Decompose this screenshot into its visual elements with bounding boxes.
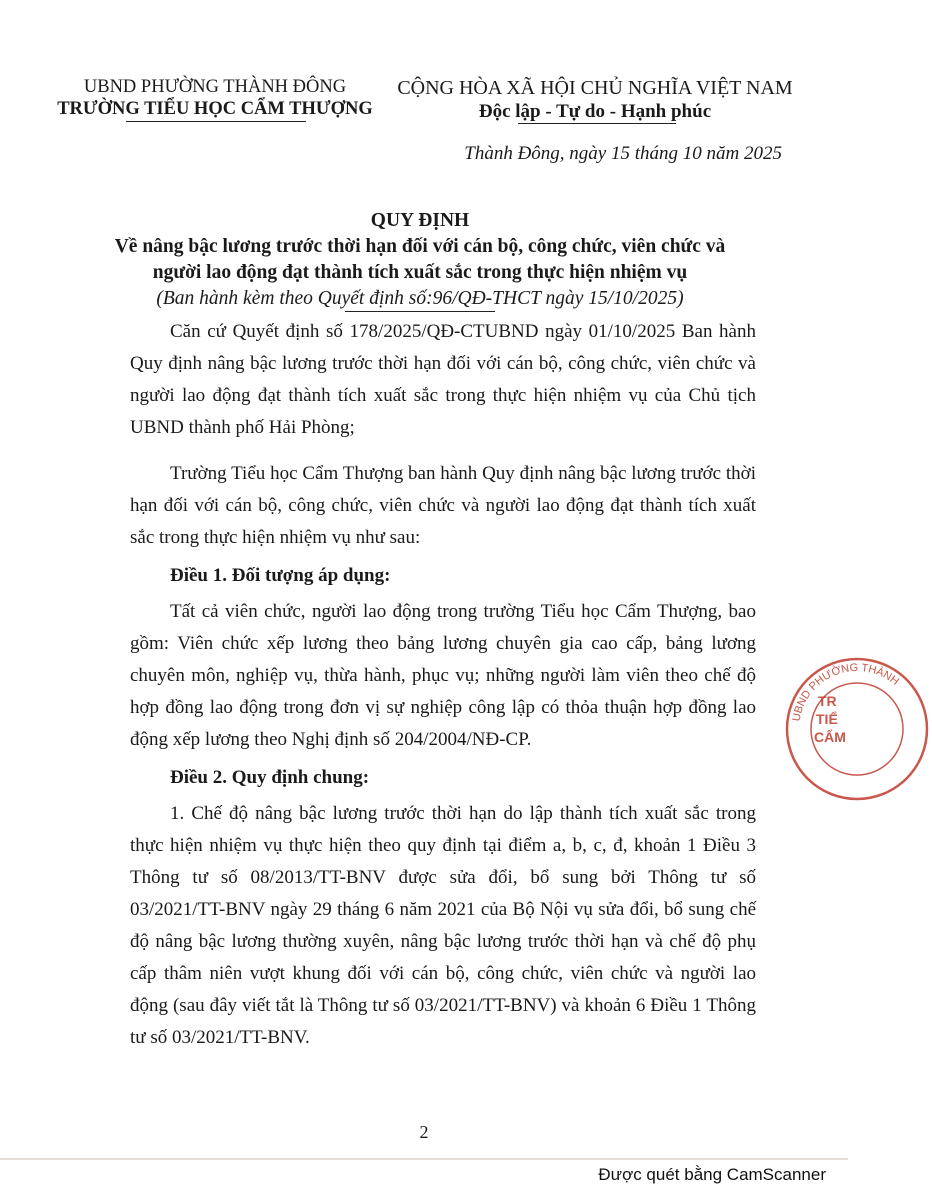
paragraph-legal-basis: Căn cứ Quyết định số 178/2025/QĐ-CTUBND ngày 01/10/2025 Ban hành Quy định nâng bậc lương trước thời hạn đối với cán bộ, công chức, viên chức và người lao động đạt thành tích xuất sắc trong thực hiện nhiệm vụ của Chủ tịch UBND thành phố Hải Phòng; bbox=[130, 321, 756, 438]
document-body bbox=[130, 316, 756, 1054]
org-line-1: UBND PHƯỜNG THÀNH ĐÔNG bbox=[83, 77, 347, 97]
national-motto bbox=[390, 76, 800, 124]
official-seal bbox=[782, 654, 902, 804]
nation-line-1: CỘNG HÒA XÃ HỘI CHỦ NGHĨA VIỆT NAM bbox=[397, 77, 793, 99]
article-1-heading: Điều 1. Đối tượng áp dụng: bbox=[170, 565, 391, 586]
svg-text:CẨM: CẨM bbox=[814, 729, 846, 745]
issuing-organization bbox=[50, 76, 380, 120]
seal-icon bbox=[782, 654, 932, 804]
document-title: QUY ĐỊNH bbox=[370, 210, 470, 231]
nation-line-2: Độc lập - Tự do - Hạnh phúc bbox=[478, 101, 712, 122]
scanner-watermark: Được quét bằng CamScanner bbox=[598, 1165, 826, 1184]
article-1-text: Tất cả viên chức, người lao động trong trường Tiểu học Cẩm Thượng, bao gồm: Viên chức xếp lương theo bảng lương chuyên gia cao cấp, bảng lương chuyên môn, nghiệp vụ, thừa hành, phục vụ; những người làm viên theo chế độ hợp đồng lao động trong đơn vị sự nghiệp công lập có thỏa thuận hợp đồng lao động xếp lương theo Nghị định số 204/2004/NĐ-CP. bbox=[130, 601, 756, 750]
issued-with-decision: (Ban hành kèm theo Quyết định số:96/QĐ-THCT ngày 15/10/2025) bbox=[156, 288, 684, 309]
motto-underline bbox=[518, 123, 676, 124]
org-underline bbox=[126, 121, 306, 122]
svg-text:TIỂ: TIỂ bbox=[816, 711, 838, 727]
document-date: Thành Đông, ngày 15 tháng 10 năm 2025 bbox=[464, 143, 782, 164]
org-line-2: TRƯỜNG TIỂU HỌC CẨM THƯỢNG bbox=[57, 99, 373, 119]
title-subject-line-2: người lao động đạt thành tích xuất sắc trong thực hiện nhiệm vụ bbox=[152, 262, 688, 283]
title-underline bbox=[345, 311, 495, 312]
svg-text:UBND PHƯỜNG THÀNH: UBND PHƯỜNG THÀNH bbox=[790, 661, 902, 723]
article-2-heading: Điều 2. Quy định chung: bbox=[170, 767, 370, 788]
scan-edge-line bbox=[0, 1158, 848, 1160]
svg-text:TR: TR bbox=[818, 693, 837, 709]
title-block bbox=[60, 208, 780, 312]
paragraph-declaration: Trường Tiểu học Cẩm Thượng ban hành Quy định nâng bậc lương trước thời hạn đối với cán bộ, công chức, viên chức và người lao động đạt thành tích xuất sắc trong thực hiện nhiệm vụ như sau: bbox=[130, 463, 756, 548]
page-number: 2 bbox=[419, 1122, 429, 1142]
title-subject-line-1: Về nâng bậc lương trước thời hạn đối với cán bộ, công chức, viên chức và bbox=[114, 236, 726, 257]
article-2-item-1: 1. Chế độ nâng bậc lương trước thời hạn do lập thành tích xuất sắc trong thực hiện nhiệm vụ thực hiện theo quy định tại điểm a, b, c, đ, khoản 1 Điều 3 Thông tư số 08/2013/TT-BNV được sửa đổi, bổ sung bởi Thông tư số 03/2021/TT-BNV ngày 29 tháng 6 năm 2021 của Bộ Nội vụ sửa đổi, bổ sung chế độ nâng bậc lương thường xuyên, nâng bậc lương trước thời hạn và chế độ phụ cấp thâm niên vượt khung đối với cán bộ, công chức, viên chức và người lao động (sau đây viết tắt là Thông tư số 03/2021/TT-BNV) và khoản 6 Điều 1 Thông tư số 03/2021/TT-BNV. bbox=[130, 803, 756, 1048]
